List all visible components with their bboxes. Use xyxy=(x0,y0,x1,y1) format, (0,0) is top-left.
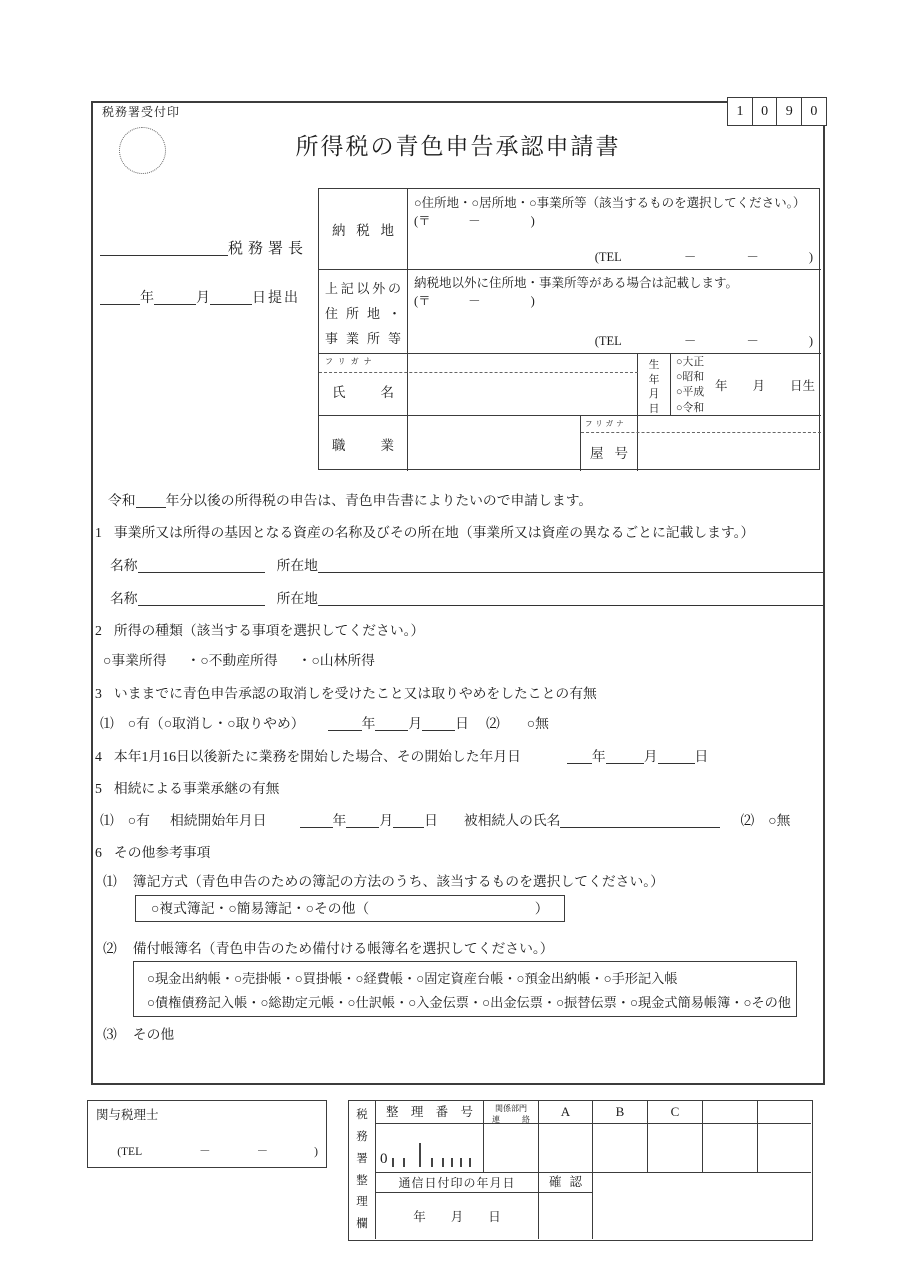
submit-day-label: 日提出 xyxy=(252,291,300,306)
item5-sub2-number: ⑵ xyxy=(740,813,755,828)
item2-heading xyxy=(95,619,424,639)
bookkeeping-heading xyxy=(103,870,664,890)
tax-residence-tel-blank[interactable]: (TEL － － ) xyxy=(594,250,813,264)
item1-title: 事業所又は所得の基因となる資産の名称及びその所在地（事業所又は資産の異なるごとに記載します。） xyxy=(113,525,755,540)
birthdate-label-cell xyxy=(638,354,671,416)
item5-title: 相続による事業承継の有無 xyxy=(113,781,280,796)
form-code-digit: 0 xyxy=(801,97,827,126)
business-name-label: 名称 xyxy=(110,558,138,573)
reference-number-label: 整理番号 xyxy=(386,1105,473,1119)
decedent-name-label: 被相続人の氏名 xyxy=(463,813,561,828)
office-col-c-header: C xyxy=(648,1101,703,1124)
office-col-blank-header xyxy=(703,1101,758,1124)
item6-heading xyxy=(95,841,210,861)
decedent-name-blank[interactable] xyxy=(560,816,720,828)
item3-month-blank[interactable] xyxy=(375,719,408,731)
name-furigana-label: フリガナ xyxy=(325,357,377,366)
office-col-b-header: B xyxy=(593,1101,648,1124)
office-col-c-cell xyxy=(648,1124,703,1173)
tax-residence-input-cell[interactable] xyxy=(408,189,821,270)
declaration-text: 年分以後の所得税の申告は、青色申告書によりたいので申請します。 xyxy=(165,493,593,508)
office-use-table xyxy=(348,1100,813,1241)
era-option-showa[interactable]: ○昭和 xyxy=(676,371,705,384)
comm-date-stamp-header: 通信日付印の年月日 xyxy=(376,1173,539,1193)
item3-number: 3 xyxy=(95,686,102,701)
item4-title: 本年1月16日以後新たに業務を開始した場合、その開始した年月日 xyxy=(113,749,521,764)
digit-tick xyxy=(460,1158,462,1167)
ledgers-heading xyxy=(103,937,554,957)
related-dept-header-cell xyxy=(484,1101,539,1124)
item3-option-no[interactable]: ○無 xyxy=(526,716,549,731)
item5-option-yes[interactable]: ○有 xyxy=(127,813,150,828)
business-location-blank[interactable] xyxy=(318,561,823,573)
office-col-blank-header xyxy=(758,1101,811,1124)
occupation-label-cell xyxy=(319,416,408,471)
comm-date-ymd-cell: 年 月 日 xyxy=(376,1193,539,1239)
item1-number: 1 xyxy=(95,525,102,540)
tax-accountant-tel-blank[interactable]: (TEL － － ) xyxy=(117,1146,318,1158)
digit-tick xyxy=(392,1158,394,1167)
submit-month-blank[interactable] xyxy=(154,293,196,305)
item3-title: いままでに青色申告承認の取消しを受けたこと又は取りやめをしたことの有無 xyxy=(113,686,597,701)
related-dept-label-line1: 関係部門 xyxy=(495,1104,527,1113)
item3-month-label: 月 xyxy=(408,716,423,731)
era-option-taisho[interactable]: ○大正 xyxy=(676,356,705,368)
item5-number: 5 xyxy=(95,781,102,796)
income-type-options xyxy=(103,649,375,669)
bookkeeping-option-simple[interactable]: ・○簡易簿記 xyxy=(214,901,292,916)
item5-answer-line xyxy=(100,809,790,829)
other-address-label-line: 事業所等 xyxy=(325,331,401,346)
tax-accountant-box[interactable] xyxy=(87,1100,327,1168)
item3-answer-line xyxy=(100,712,549,732)
item5-option-no[interactable]: ○無 xyxy=(768,813,791,828)
ledgers-title: 備付帳簿名（青色申告のため備付ける帳簿名を選択してください。） xyxy=(132,941,554,956)
income-option-forestry[interactable]: ・○山林所得 xyxy=(297,653,375,668)
confirm-entry-cell xyxy=(539,1193,593,1239)
digit-tick xyxy=(451,1158,453,1167)
confirm-label: 確認 xyxy=(549,1175,582,1189)
item4-number: 4 xyxy=(95,749,102,764)
item3-day-blank[interactable] xyxy=(422,719,455,731)
digit-tick-tall xyxy=(419,1143,421,1167)
ledger-options-line2[interactable]: ○債権債務記入帳・○総勘定元帳・○仕訳帳・○入金伝票・○出金伝票・○振替伝票・○現金式簡易帳簿・○その他 xyxy=(147,994,791,1010)
digit-tick xyxy=(403,1158,405,1167)
item6-number: 6 xyxy=(95,845,102,860)
item4-month-blank[interactable] xyxy=(606,752,644,764)
item2-title: 所得の種類（該当する事項を選択してください。） xyxy=(113,623,425,638)
item5-year-blank[interactable] xyxy=(300,816,333,828)
item4-year-label: 年 xyxy=(591,749,606,764)
other-address-postal-blank[interactable]: (〒 － ) xyxy=(414,294,535,308)
birthdate-ymd-labels: 年 月 日生 xyxy=(715,378,816,393)
item4-day-blank[interactable] xyxy=(658,752,695,764)
item2-number: 2 xyxy=(95,623,102,638)
form-code-boxes xyxy=(727,97,827,126)
item4-month-label: 月 xyxy=(643,749,658,764)
item6-other-heading xyxy=(103,1023,174,1043)
office-col-a-cell xyxy=(539,1124,593,1173)
submit-date-line xyxy=(100,287,300,307)
other-address-label-line: 住所地・ xyxy=(325,306,401,321)
digit-tick xyxy=(469,1158,471,1167)
item3-sub2-number: ⑵ xyxy=(485,716,500,731)
tax-residence-postal-blank[interactable]: (〒 － ) xyxy=(414,214,535,228)
office-col-blank-cell xyxy=(758,1124,811,1173)
reference-number-prefix: 0 xyxy=(380,1151,388,1167)
item1-row2 xyxy=(110,587,823,607)
office-col-blank-cell xyxy=(703,1124,758,1173)
office-col-a-header: A xyxy=(539,1101,593,1124)
tax-accountant-label: 関与税理士 xyxy=(96,1108,159,1122)
item4-year-blank[interactable] xyxy=(567,752,592,764)
era-option-heisei[interactable]: ○平成 xyxy=(676,386,705,399)
bookkeeping-number: ⑴ xyxy=(103,874,117,889)
income-option-realestate[interactable]: ・○不動産所得 xyxy=(186,653,278,668)
item3-year-label: 年 xyxy=(361,716,376,731)
item5-month-blank[interactable] xyxy=(346,816,379,828)
name-label: 氏名 xyxy=(332,385,394,400)
item5-heading xyxy=(95,777,279,797)
tax-residence-label-cell xyxy=(319,189,408,270)
item3-day-label: 日 xyxy=(455,716,469,731)
item3-year-blank[interactable] xyxy=(328,719,362,731)
other-address-input-cell[interactable] xyxy=(408,270,821,354)
item3-heading xyxy=(95,682,597,702)
ledgers-number: ⑵ xyxy=(103,941,117,956)
item3-option-yes[interactable]: ○有（○取消し・○取りやめ） xyxy=(127,716,305,731)
form-code-digit: 0 xyxy=(752,97,778,126)
item5-day-blank[interactable] xyxy=(393,816,424,828)
confirm-header-cell xyxy=(539,1173,593,1193)
item1-row1 xyxy=(110,554,823,574)
business-location-label: 所在地 xyxy=(276,591,318,606)
business-name-blank[interactable] xyxy=(138,561,265,573)
digit-tick xyxy=(442,1158,444,1167)
income-option-business[interactable]: ○事業所得 xyxy=(103,653,167,668)
taxpayer-info-table xyxy=(318,188,820,470)
other-address-label-cell xyxy=(319,270,408,354)
declaration-year-blank[interactable] xyxy=(136,496,166,508)
item6-title: その他参考事項 xyxy=(113,845,211,860)
item5-sub1-number: ⑴ xyxy=(100,813,114,828)
other-address-label-line: 上記以外の xyxy=(325,281,401,296)
tax-residence-label: 納税地 xyxy=(332,223,394,238)
trade-name-label-cell xyxy=(581,416,638,471)
item1-heading xyxy=(95,521,754,541)
business-name-label: 名称 xyxy=(110,591,138,606)
reference-number-entry-cell xyxy=(376,1124,484,1173)
item6-other-title: その他 xyxy=(132,1027,175,1042)
submit-day-blank[interactable] xyxy=(210,293,252,305)
trade-name-label: 屋号 xyxy=(590,446,628,461)
name-input-cell[interactable] xyxy=(408,354,638,416)
form-code-digit: 9 xyxy=(776,97,802,126)
occupation-input-cell[interactable] xyxy=(408,416,581,471)
inheritance-start-label: 相続開始年月日 xyxy=(169,813,267,828)
item5-year-label: 年 xyxy=(332,813,347,828)
ledger-options-line1[interactable]: ○現金出納帳・○売掛帳・○買掛帳・○経費帳・○固定資産台帳・○預金出納帳・○手形記入帳 xyxy=(147,971,678,986)
form-code-digit: 1 xyxy=(727,97,753,126)
era-options xyxy=(676,355,704,416)
related-dept-label-line2: 連絡 xyxy=(492,1115,530,1124)
declaration-line xyxy=(108,489,592,509)
item4-heading xyxy=(95,745,708,765)
tax-residence-type-options[interactable]: ○住所地・○居所地・○事業所等（該当するものを選択してください。） xyxy=(414,196,806,210)
name-label-cell xyxy=(319,354,408,416)
business-name-blank[interactable] xyxy=(138,594,265,606)
trade-name-furigana-label: フリガナ xyxy=(585,419,627,428)
business-location-label: 所在地 xyxy=(276,558,318,573)
bookkeeping-option-double-entry[interactable]: ○複式簿記 xyxy=(151,901,215,916)
ledger-options-box xyxy=(133,961,797,1017)
birthdate-input-cell[interactable] xyxy=(671,354,821,416)
related-dept-entry-cell xyxy=(484,1124,539,1173)
furigana-divider-dash xyxy=(319,372,638,373)
item5-day-label: 日 xyxy=(424,813,438,828)
submit-year-label: 年 xyxy=(140,291,154,306)
receipt-stamp-label: 税務署受付印 xyxy=(102,105,181,119)
tax-office-name-blank[interactable] xyxy=(100,244,228,256)
item6-other-number: ⑶ xyxy=(103,1027,117,1042)
declaration-era: 令和 xyxy=(108,493,136,508)
trade-name-furigana-dash xyxy=(581,432,821,433)
bookkeeping-option-other[interactable]: ・○その他（ ） xyxy=(291,901,549,916)
tax-office-line xyxy=(100,237,308,258)
office-col-b-cell xyxy=(593,1124,648,1173)
reference-number-header-cell xyxy=(376,1101,484,1124)
item5-month-label: 月 xyxy=(379,813,394,828)
trade-name-input-cell[interactable] xyxy=(638,416,821,471)
form-title: 所得税の青色申告承認申請書 xyxy=(295,134,621,159)
birthdate-label: 生年月日 xyxy=(648,359,660,415)
submit-year-blank[interactable] xyxy=(100,293,140,305)
bookkeeping-title: 簿記方式（青色申告のための簿記の方法のうち、該当するものを選択してください。） xyxy=(132,874,664,889)
bookkeeping-options-box xyxy=(135,895,565,922)
item4-day-label: 日 xyxy=(694,749,709,764)
other-address-tel-blank[interactable]: (TEL － － ) xyxy=(594,334,813,348)
digit-tick xyxy=(431,1158,433,1167)
item3-sub1-number: ⑴ xyxy=(100,716,114,731)
era-option-reiwa[interactable]: ○令和 xyxy=(676,401,705,414)
business-location-blank[interactable] xyxy=(318,594,823,606)
office-use-side-label: 税務署整理欄 xyxy=(356,1109,368,1231)
occupation-label: 職業 xyxy=(332,437,394,453)
tax-office-suffix: 税務署長 xyxy=(228,241,309,257)
other-address-note: 納税地以外に住所地・事業所等がある場合は記載します。 xyxy=(414,276,739,290)
submit-month-label: 月 xyxy=(196,291,210,306)
office-use-side-label-cell xyxy=(349,1101,376,1239)
